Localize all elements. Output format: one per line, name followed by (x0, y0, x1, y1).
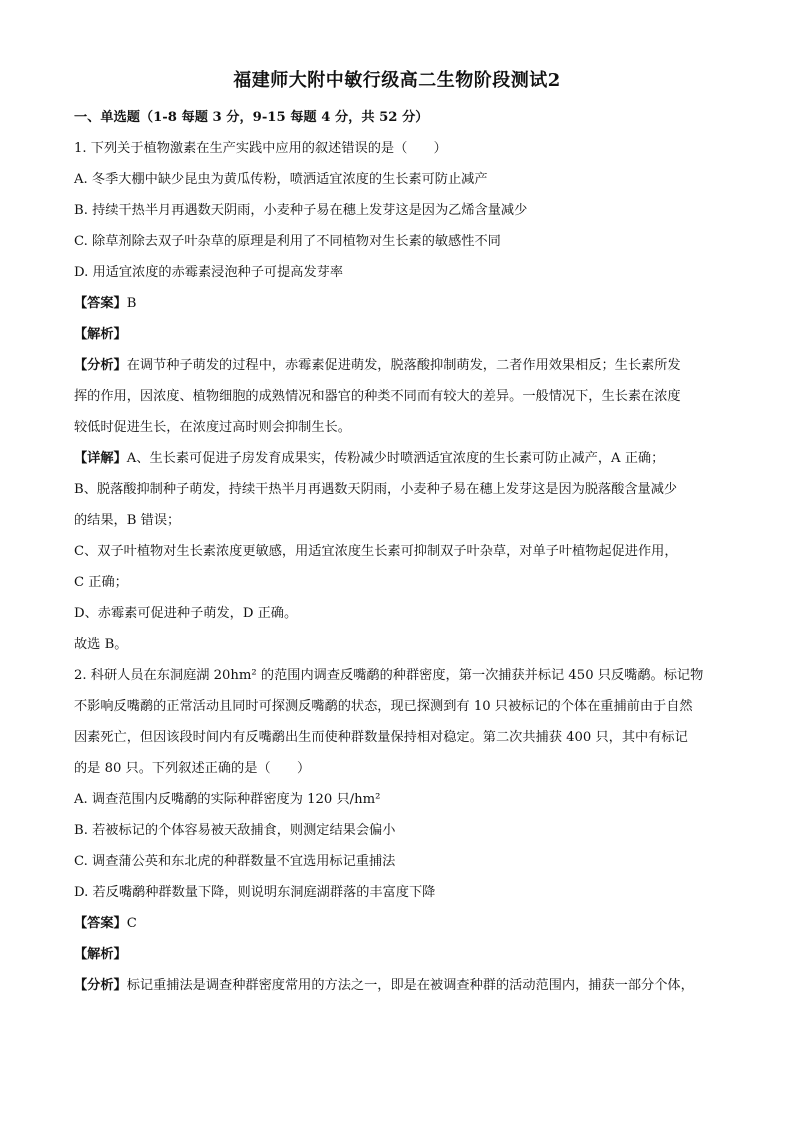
section-header: 一、单选题（1-8 每题 3 分，9-15 每题 4 分，共 52 分） (74, 110, 429, 125)
q2-option-d: D. 若反嘴鹬种群数量下降，则说明东洞庭湖群落的丰富度下降 (74, 885, 436, 900)
q1-option-b: B. 持续干热半月再遇数天阴雨，小麦种子易在穗上发芽这是因为乙烯含量减少 (74, 203, 528, 218)
q1-xiangjie-line: 的结果，B 错误； (74, 513, 181, 528)
q1-fenxi-line: 挥的作用，因浓度、植物细胞的成熟情况和器官的种类不同而有较大的差异。一般情况下，生长素在浓度 (74, 389, 681, 404)
q1-xiangjie-line: C、双子叶植物对生长素浓度更敏感，用适宜浓度生长素可抑制双子叶杂草，对单子叶植物起促进作用， (74, 544, 678, 559)
q1-option-d: D. 用适宜浓度的赤霉素浸泡种子可提高发芽率 (74, 265, 344, 280)
q1-fenxi-line (74, 356, 681, 376)
xiangjie-tag: 【详解】 (74, 451, 127, 466)
fenxi-text: 在调节种子萌发的过程中，赤霉素促进萌发，脱落酸抑制萌发，二者作用效果相反；生长素所发 (126, 358, 681, 373)
q2-stem-line: 2. 科研人员在东洞庭湖 20hm² 的范围内调查反嘴鹬的种群密度，第一次捕获并标记 450 只反嘴鹬。标记物 (74, 668, 704, 683)
answer-value: B (126, 296, 137, 311)
q2-analysis-tag: 【解析】 (74, 947, 127, 962)
q2-stem-line: 因素死亡，但因该段时间内有反嘴鹬出生而使种群数量保持相对稳定。第二次共捕获 400 只，其中有标记 (74, 730, 688, 745)
q1-fenxi-line: 较低时促进生长，在浓度过高时则会抑制生长。 (74, 420, 351, 435)
q1-xiangjie-line (74, 449, 664, 469)
q1-xiangjie-line: B、脱落酸抑制种子萌发，持续干热半月再遇数天阴雨，小麦种子易在穗上发芽这是因为脱落酸含量减少 (74, 482, 678, 497)
answer-value: C (126, 916, 137, 931)
fenxi-tag: 【分析】 (74, 978, 127, 993)
q1-option-c: C. 除草剂除去双子叶杂草的原理是利用了不同植物对生长素的敏感性不同 (74, 234, 501, 249)
q2-option-c: C. 调查蒲公英和东北虎的种群数量不宜选用标记重捕法 (74, 854, 396, 869)
q1-answer (74, 294, 136, 314)
xiangjie-text: A、生长素可促进子房发育成果实，传粉减少时喷洒适宜浓度的生长素可防止减产，A 正确； (126, 451, 665, 466)
q2-stem-line: 不影响反嘴鹬的正常活动且同时可探测反嘴鹬的状态，现已探测到有 10 只被标记的个体在重捕前由于自然 (74, 699, 693, 714)
fenxi-tag: 【分析】 (74, 358, 127, 373)
q1-xiangjie-line: D、赤霉素可促进种子萌发，D 正确。 (74, 606, 298, 621)
q1-stem: 1. 下列关于植物激素在生产实践中应用的叙述错误的是（ ） (74, 141, 447, 156)
q2-answer (74, 914, 137, 934)
answer-tag: 【答案】 (74, 916, 127, 931)
page-title: 福建师大附中敏行级高二生物阶段测试2 (233, 70, 561, 91)
q2-option-a: A. 调查范围内反嘴鹬的实际种群密度为 120 只/hm² (74, 792, 381, 807)
q1-analysis-tag: 【解析】 (74, 327, 127, 342)
q1-conclusion: 故选 B。 (74, 637, 128, 652)
q2-stem-line: 的是 80 只。下列叙述正确的是（ ） (74, 761, 311, 776)
q2-option-b: B. 若被标记的个体容易被天敌捕食，则测定结果会偏小 (74, 823, 396, 838)
q2-fenxi-line (74, 976, 694, 996)
q1-option-a: A. 冬季大棚中缺少昆虫为黄瓜传粉，喷洒适宜浓度的生长素可防止减产 (74, 172, 488, 187)
q1-xiangjie-line: C 正确； (74, 575, 128, 590)
answer-tag: 【答案】 (74, 296, 127, 311)
fenxi-text: 标记重捕法是调查种群密度常用的方法之一，即是在被调查种群的活动范围内，捕获一部分个体， (126, 978, 694, 993)
